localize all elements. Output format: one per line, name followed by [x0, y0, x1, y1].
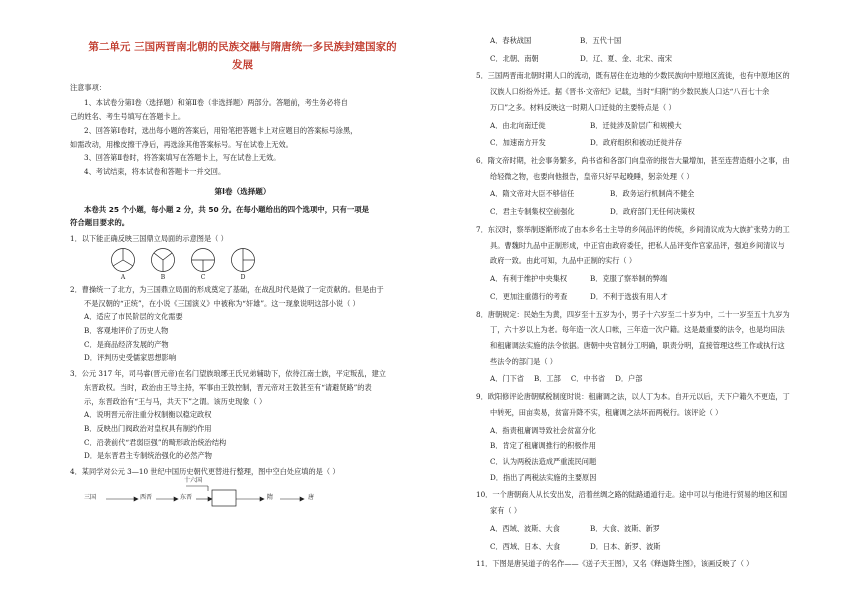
- q4-options-row: [476, 54, 816, 64]
- question-1: 1．以下能正确反映三国鼎立局面的示意图是（ ）: [70, 234, 228, 243]
- pie-a-icon: [110, 247, 136, 273]
- q6-option: B．政务运行机制尚不健全: [610, 189, 695, 199]
- pie-letter: C: [200, 273, 206, 281]
- q4-timeline-diagram: [84, 476, 334, 507]
- q3-option: D．是东晋君主专制统治强化的必然产物: [84, 451, 212, 461]
- q3-option: B．反映出门阀政治对皇权具有制约作用: [84, 424, 212, 433]
- timeline-label: 隋: [267, 493, 274, 501]
- q8-option: C．中书省: [570, 374, 606, 384]
- question-3: 3．公元 317 年，司马睿(晋元帝)在名门望族琅琊王氏兄弟辅助下，依待江南士族，平定叛乱，建立: [70, 369, 386, 379]
- question-8-cont: 和租庸调法实施的法令依据。唐朝中央官制分工明确，职责分明，直接管理这些工作或执行这: [490, 340, 785, 350]
- q5-option: D．政府组织和被动迁徙并存: [590, 138, 683, 148]
- timeline-label: 西晋: [140, 493, 153, 501]
- q10-option: B．大食、波斯、新罗: [590, 523, 660, 533]
- note-line: 4、考试结束，将本试卷和答题卡一并交回。: [84, 167, 226, 177]
- q3-option: C．沿袭前代“君弱臣强”的畸形政治统治结构: [84, 437, 227, 447]
- pie-c-icon: [190, 247, 216, 273]
- question-5-cont: 汉族人口纷纷外迁。据《晋书·文帝纪》记载，当时“归附”的少数民族人口达“八百七十余: [490, 87, 770, 97]
- q6-option: A．隋文帝对大臣不够信任: [490, 189, 575, 199]
- q10-option: A．西域、波斯、大食: [490, 523, 560, 533]
- question-3-cont: 示，东晋政治有“王与马，共天下”之谓。该历史现象（ ）: [84, 396, 267, 406]
- section-intro: 本卷共 25 个小题，每小题 2 分，共 50 分。在每小题给出的四个选项中，只有一项是: [84, 205, 370, 215]
- question-6-cont: 给轻微之物，也要向他报告，皇帝只好早起晚睡，躬亲处理（ ）: [490, 171, 694, 181]
- question-7: 7．东汉时，察举制逐渐形成了由本乡名士主导的乡间品评的传统，乡间清议成为大族扩张势力的工: [476, 224, 790, 234]
- question-11: 11．下图是唐吴道子的名作——《送子天王图》，又名《释迦降生图》，该画反映了（ ）: [476, 559, 754, 569]
- title-line-2: 发展: [232, 59, 253, 72]
- timeline-label: 唐: [308, 493, 315, 501]
- q2-option: D．评判历史受儒家思想影响: [84, 353, 177, 363]
- q5-option: C．加速南方开发: [490, 138, 546, 148]
- notes-block: [70, 83, 415, 177]
- right-column: [476, 36, 816, 569]
- q6-option: D．政府部门无任何决策权: [610, 207, 695, 217]
- note-line: 3、回答第Ⅱ卷时，将答案填写在答题卡上，写在试卷上无效。: [84, 153, 281, 163]
- q9-option: A．指责租庸调导致社会贫富分化: [490, 425, 596, 435]
- q7-option: B．克服了察举制的弊端: [590, 274, 668, 284]
- q9-option: B．肯定了租庸调推行的积极作用: [490, 441, 596, 451]
- q2-option: B．客观地评价了历史人物: [84, 325, 169, 335]
- question-8-cont: 些法令的部门是（ ）: [490, 356, 557, 366]
- q7-option: D．不利于选拔有用人才: [590, 291, 668, 301]
- q8-option: D．户部: [615, 374, 643, 384]
- page-title: [70, 38, 415, 75]
- question-5: 5．三国两晋南北朝时期人口的流动，既有居住在边地的少数民族向中原地区流徙，也有中原地区的: [476, 71, 790, 81]
- q7-options-row: [476, 292, 816, 302]
- q4-option: B．五代十国: [580, 36, 622, 45]
- question-9-cont: 中转死，田亩卖易，贫富升降不实，租庸调之法坏而两税行。该评论（ ）: [490, 407, 723, 417]
- q10-options-row: [476, 524, 816, 534]
- q9-option: D．指出了两税法实施的主要原因: [490, 472, 597, 482]
- pie-d-icon: [230, 247, 256, 273]
- q6-options-row: [476, 189, 816, 199]
- left-column: [70, 0, 415, 507]
- pie-diagram-a: [110, 247, 136, 282]
- question-3-cont: 东晋政权。当时，政治由王导主持，军事由王敦控制，晋元帝对王敦甚至有“请避贤路”的表: [84, 382, 372, 392]
- timeline-arrows-icon: [84, 476, 334, 507]
- pie-diagram-c: [190, 247, 216, 282]
- question-8: 8．唐朝规定：民始生为黄，四岁至十五岁为小，男子十六岁至二十岁为中，二十一岁至五十九岁为: [476, 309, 790, 319]
- title-line-1: 第二单元 三国两晋南北朝的民族交融与隋唐统一多民族封建国家的: [88, 41, 397, 53]
- pie-letter: A: [120, 273, 126, 281]
- q1-pie-diagrams: [70, 247, 415, 282]
- q5-option: B．迁徙涉及阶层广和规模大: [590, 120, 682, 130]
- q4-option: D．辽、夏、金、北宋、南宋: [580, 53, 673, 63]
- question-7-cont: 政府一致。由此可知，九品中正制的实行（ ）: [490, 256, 637, 266]
- timeline-label: 三国: [84, 493, 97, 501]
- q10-option: C．西域、日本、大食: [490, 541, 561, 551]
- question-2-cont: 不是汉朝的“正统”，在小说《三国演义》中被称为“奸雄”。这一现象说明这部小说（ ）: [84, 298, 360, 308]
- question-10: 10．一个唐朝商人从长安出发，沿着丝绸之路的陆路通道行走。途中可以与他进行贸易的地区和国: [476, 490, 788, 500]
- q7-option: C．更加注重德行的考查: [490, 291, 568, 301]
- question-4: 4．某同学对公元 3—10 世纪中国历史朝代更替进行整理，图中空白处应填的是（ ）: [70, 467, 340, 477]
- q2-option: A．适应了市民阶层的文化需要: [84, 312, 183, 322]
- q4-option: C．北朝、南朝: [490, 53, 539, 63]
- pie-diagram-b: [150, 247, 176, 282]
- q7-option: A．有利于维护中央集权: [490, 274, 568, 284]
- q4-option: A．春秋战国: [490, 36, 532, 45]
- q6-option: C．君主专制集权空前强化: [490, 207, 575, 217]
- note-line: 如需改动，用橡皮擦干净后，再选涂其他答案标号。写在试卷上无效。: [70, 139, 293, 149]
- q2-option: C．是商品经济发展的产物: [84, 339, 169, 349]
- q8-option: B．工部: [533, 374, 561, 384]
- q5-options-row: [476, 138, 816, 148]
- pie-b-icon: [150, 247, 176, 273]
- question-8-cont: 丁，六十岁以上为老。每年造一次人口帐，三年造一次户籍。这是最重要的法令，也是均田法: [490, 325, 785, 335]
- q4-options-row: [476, 36, 816, 46]
- q7-options-row: [476, 274, 816, 284]
- q9-option: C．认为两税法造成严重流民问题: [490, 456, 597, 466]
- note-line: 1、本试卷分第Ⅰ卷（选择题）和第Ⅱ卷（非选择题）两部分。答题前，考生务必将自: [84, 98, 348, 108]
- q8-options-row: [476, 374, 816, 384]
- timeline-top-label: 十六国: [184, 476, 203, 484]
- section-intro: 符合题目要求的。: [70, 218, 130, 228]
- q10-option: D．日本、新罗、波斯: [590, 541, 661, 551]
- question-9: 9．欧阳修评论唐朝赋税制度时说：租庸调之法，以人丁为本。自开元以后，天下户籍久不更造，丁: [476, 392, 790, 402]
- question-10-cont: 家有（ ）: [490, 506, 522, 516]
- pie-diagram-d: [230, 247, 256, 282]
- timeline-label: 东晋: [180, 493, 193, 501]
- q10-options-row: [476, 542, 816, 552]
- note-line: 己的姓名、考生号填写在答题卡上。: [70, 112, 186, 122]
- question-5-cont: 万口”之多。材料反映这一时期人口迁徙的主要特点是（ ）: [490, 102, 676, 112]
- question-7-cont: 具。曹魏时九品中正制形成，中正官由政府委任，把私人品评变作官家品评，强迫乡间清议与: [490, 240, 785, 250]
- question-2: 2．曹操统一了北方，为三国鼎立局面的形成奠定了基础，在战乱时代是做了一定贡献的。但是由于: [70, 284, 384, 294]
- q6-options-row: [476, 207, 816, 217]
- section-title: 第Ⅰ卷（选择题）: [214, 186, 271, 196]
- question-6: 6．隋文帝时期，社会事务繁多，尚书省和各部门向皇帝的报告大量增加，甚至连营造细小之事，由: [476, 156, 790, 166]
- q8-option: A．门下省: [490, 374, 524, 384]
- notes-heading: 注意事项：: [70, 82, 106, 92]
- pie-letter: D: [240, 273, 246, 281]
- q5-option: A．由北向南迁徙: [490, 120, 546, 130]
- q5-options-row: [476, 121, 816, 131]
- note-line: 2、回答第Ⅰ卷时，选出每小题的答案后，用铅笔把答题卡上对应题目的答案标号涂黑，: [84, 125, 358, 135]
- pie-letter: B: [160, 273, 166, 281]
- q3-option: A．说明晋元帝注重分权制衡以稳定政权: [84, 410, 212, 420]
